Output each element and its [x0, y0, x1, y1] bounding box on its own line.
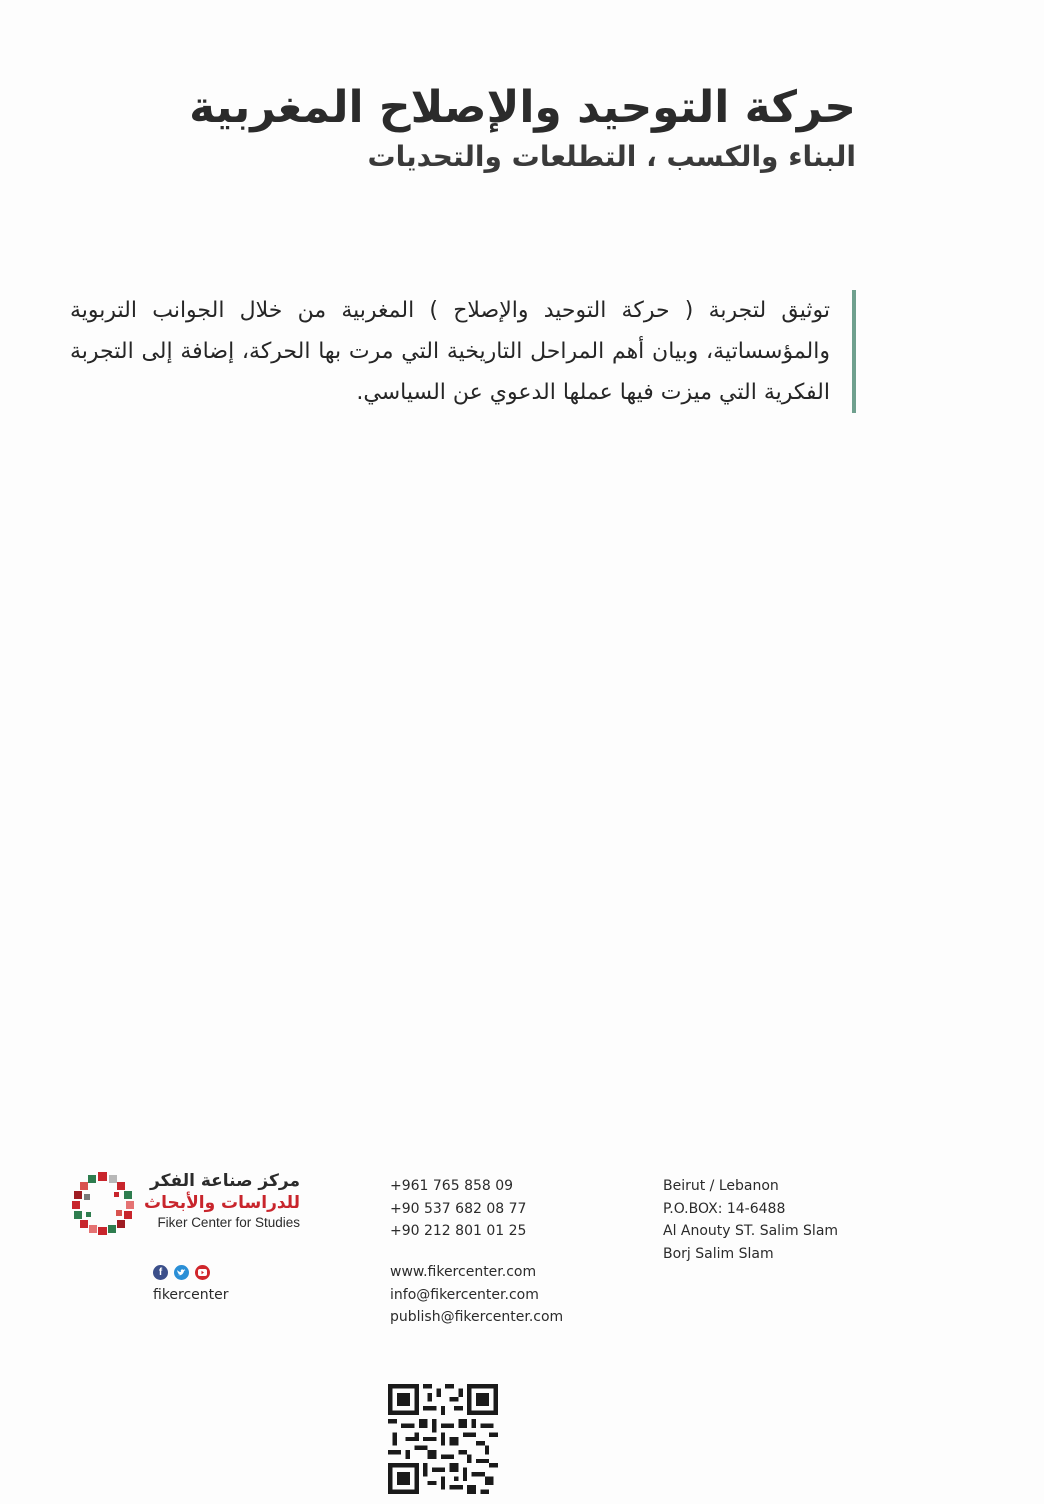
youtube-icon[interactable] [195, 1265, 210, 1280]
qr-code [388, 1384, 498, 1494]
phone-number[interactable]: +961 765 858 09 [390, 1178, 514, 1194]
book-title: حركة التوحيد والإصلاح المغربية [189, 82, 856, 133]
publisher-name-ar-line2: للدراسات والأبحاث [143, 1193, 300, 1213]
phone-list [390, 1175, 526, 1243]
address-line: Beirut / Lebanon [663, 1178, 779, 1194]
address-line: Al Anouty ST. Salim Slam [663, 1223, 839, 1239]
facebook-icon[interactable]: f [153, 1265, 168, 1280]
twitter-icon[interactable] [174, 1265, 189, 1280]
phone-number[interactable]: +90 537 682 08 77 [390, 1200, 527, 1217]
publisher-logo [70, 1170, 136, 1236]
web-contact-list [390, 1261, 563, 1329]
address-block [663, 1175, 838, 1265]
website-link[interactable]: www.fikercenter.com [390, 1264, 537, 1280]
description-block [70, 290, 856, 413]
publisher-name-en: Fiker Center for Studies [157, 1215, 300, 1230]
address-line: P.O.BOX: 14-6488 [663, 1200, 786, 1217]
social-handle: fikercenter [153, 1287, 229, 1303]
phone-number[interactable]: +90 212 801 01 25 [390, 1223, 527, 1239]
description-text: توثيق لتجربة ( حركة التوحيد والإصلاح ) المغربية من خلال الجوانب التربوية والمؤسساتية، وبيان أهم المراحل التاريخية التي مرت بها الحركة، إضافة إلى التجربة الفكرية التي ميزت فيها عملها الدعوي عن السياسي. [70, 298, 830, 405]
publisher-name [143, 1170, 300, 1232]
publisher-name-ar-line1: مركز صناعة الفكر [150, 1171, 300, 1191]
address-line: Borj Salim Slam [663, 1245, 774, 1262]
social-icons [153, 1265, 210, 1280]
book-subtitle: البناء والكسب ، التطلعات والتحديات [367, 140, 856, 173]
email-publish-link[interactable]: publish@fikercenter.com [390, 1309, 564, 1325]
email-info-link[interactable]: info@fikercenter.com [390, 1286, 539, 1303]
